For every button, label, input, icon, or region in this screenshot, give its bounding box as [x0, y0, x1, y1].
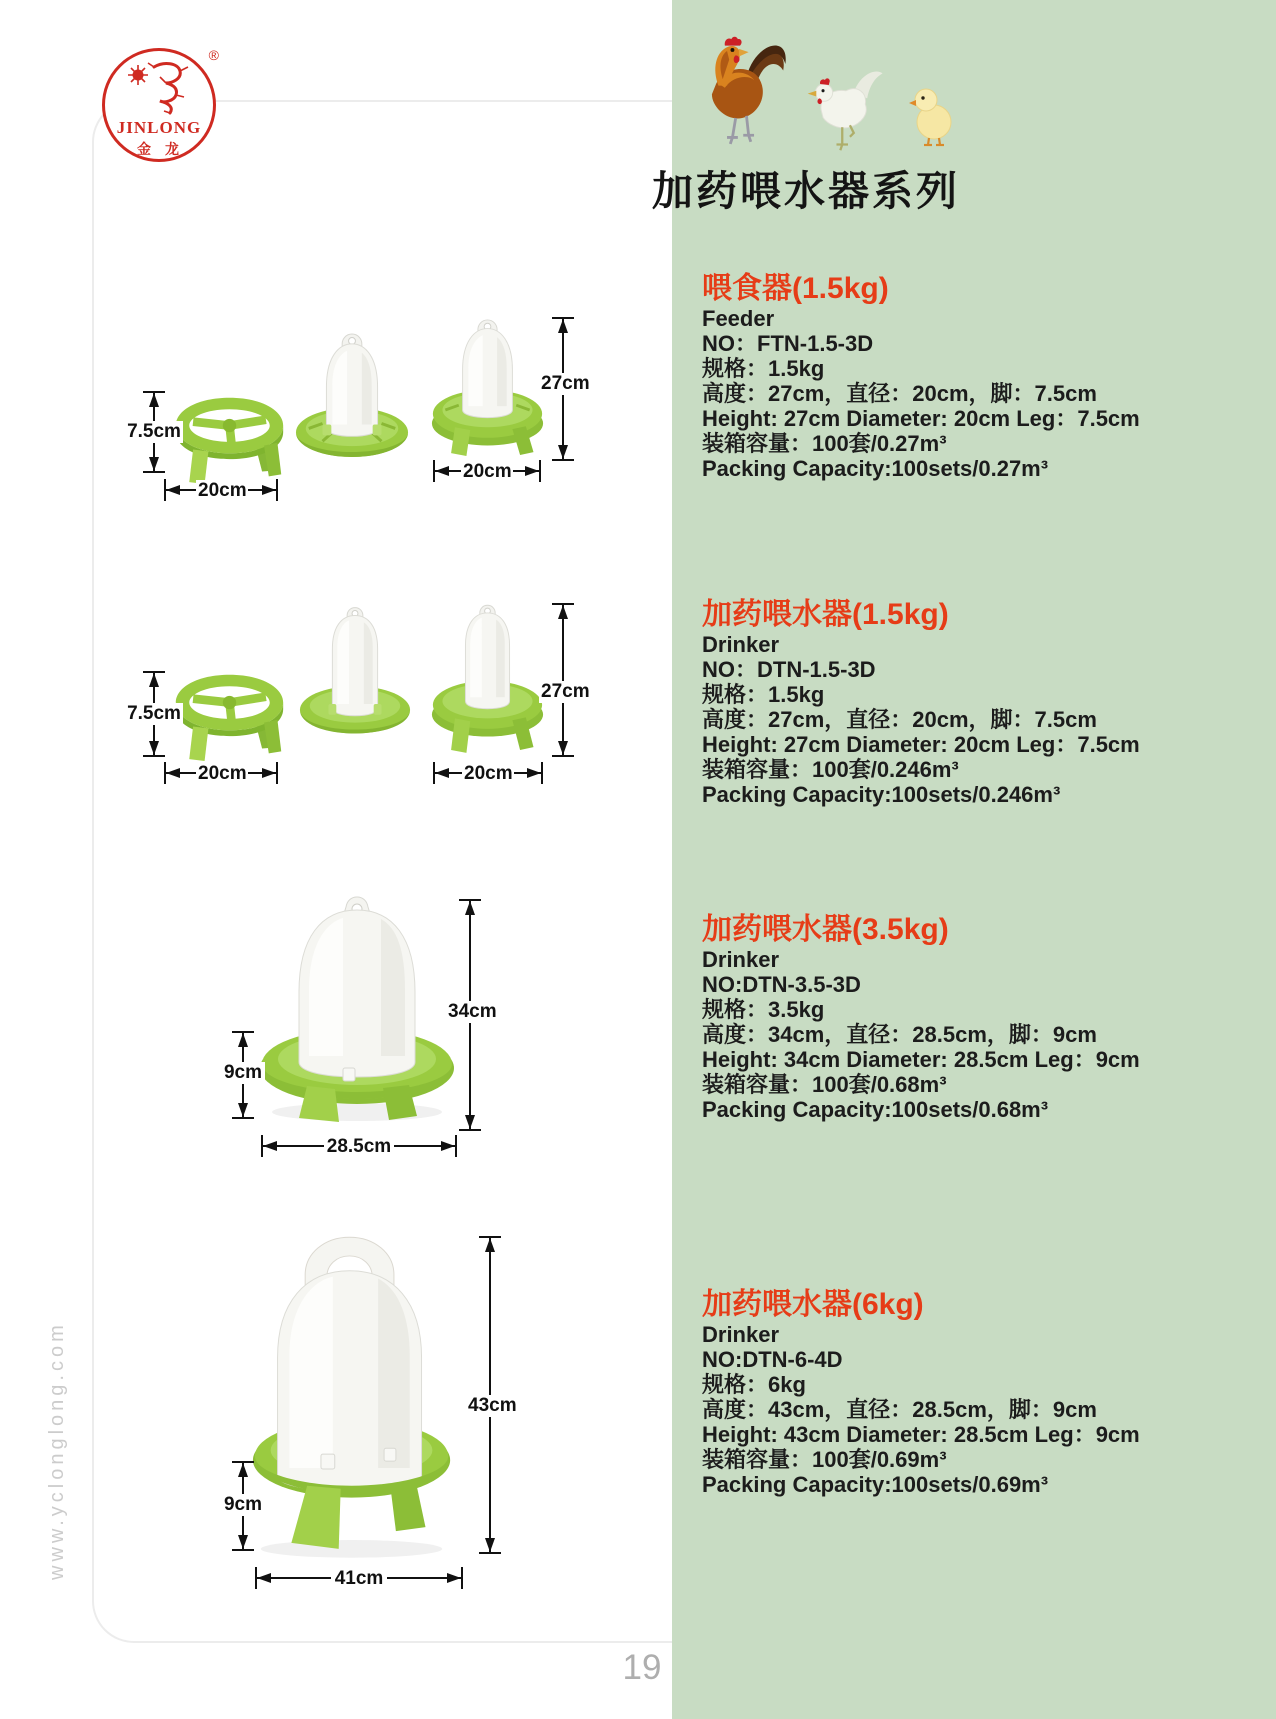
product-packing-cn: 装箱容量：100套/0.68m³: [702, 1072, 947, 1097]
dimension-label: 7.5cm: [125, 703, 183, 725]
dimension-label: 20cm: [464, 763, 513, 784]
product-packing-en: Packing Capacity:100sets/0.69m³: [702, 1472, 1049, 1497]
logo-chinese: 金龙: [137, 141, 193, 157]
dimension-label: 20cm: [198, 763, 247, 784]
product-model: NO:DTN-6-4D: [702, 1347, 843, 1372]
product-packing-en: Packing Capacity:100sets/0.246m³: [702, 782, 1061, 807]
product-dimensions-en: Height: 27cm Diameter: 20cm Leg：7.5cm: [702, 732, 1140, 757]
product-subtitle: Drinker: [702, 1322, 780, 1347]
chick-image: [906, 82, 958, 148]
product-dimensions-cn: 高度：27cm，直径：20cm，脚：7.5cm: [702, 707, 1097, 732]
dimension-label: 20cm: [463, 461, 512, 482]
dimension-label: 9cm: [221, 1494, 265, 1516]
rooster-image: [686, 30, 794, 152]
product-dimensions-en: Height: 43cm Diameter: 28.5cm Leg：9cm: [702, 1422, 1140, 1447]
product-packing-cn: 装箱容量：100套/0.246m³: [702, 757, 959, 782]
product-title: 加药喂水器(3.5kg): [702, 913, 949, 946]
product-packing-cn: 装箱容量：100套/0.69m³: [702, 1447, 947, 1472]
feeder-on-stand-photo: [430, 316, 545, 458]
dimension-line-height: [550, 602, 576, 758]
page-number: 19: [622, 1648, 662, 1687]
dimension-label: 28.5cm: [324, 1136, 394, 1158]
product-title: 加药喂水器(1.5kg): [702, 598, 949, 631]
drinker-stand-base-photo: [172, 667, 287, 763]
drinker-3-5kg-photo: [255, 896, 460, 1124]
product-dimensions-en: Height: 34cm Diameter: 28.5cm Leg：9cm: [702, 1047, 1140, 1072]
feeder-stand-base-photo: [172, 390, 287, 486]
product-section-drinker-1-5kg: [702, 598, 1142, 807]
jinlong-logo: [102, 47, 219, 162]
product-spec: 规格：1.5kg: [702, 682, 825, 707]
drinker-on-stand-photo: [430, 602, 545, 758]
product-model: NO:DTN-3.5-3D: [702, 972, 861, 997]
dragon-icon: [124, 59, 194, 115]
series-title: 加药喂水器系列: [652, 168, 960, 214]
product-section-drinker-3-5kg: [702, 913, 1142, 1122]
product-spec: 规格：6kg: [702, 1372, 806, 1397]
product-packing-cn: 装箱容量：100套/0.27m³: [702, 431, 947, 456]
product-dimensions-cn: 高度：34cm，直径：28.5cm，脚：9cm: [702, 1022, 1097, 1047]
dimension-label: 34cm: [448, 1001, 497, 1022]
product-dimensions-cn: 高度：43cm，直径：28.5cm，脚：9cm: [702, 1397, 1097, 1422]
feeder-photo: [293, 330, 411, 462]
website-url-vertical: www.yclonglong.com: [46, 1321, 68, 1580]
product-title: 喂食器(1.5kg): [702, 272, 889, 305]
product-section-drinker-6kg: [702, 1288, 1142, 1497]
hen-image: [800, 60, 896, 156]
dimension-label: 27cm: [541, 373, 590, 394]
product-packing-en: Packing Capacity:100sets/0.27m³: [702, 456, 1049, 481]
product-spec: 规格：1.5kg: [702, 356, 825, 381]
dimension-label: 27cm: [541, 681, 590, 702]
product-dimensions-en: Height: 27cm Diameter: 20cm Leg：7.5cm: [702, 406, 1140, 431]
dimension-label: 41cm: [331, 1568, 387, 1590]
product-dimensions-cn: 高度：27cm，直径：20cm，脚：7.5cm: [702, 381, 1097, 406]
product-spec: 规格：3.5kg: [702, 997, 825, 1022]
dimension-label: 43cm: [468, 1395, 517, 1416]
product-section-feeder-1-5kg: [702, 272, 1142, 481]
product-subtitle: Feeder: [702, 306, 775, 331]
dimension-label: 20cm: [198, 480, 247, 501]
logo-wordmark: JINLONG: [116, 118, 202, 137]
product-packing-en: Packing Capacity:100sets/0.68m³: [702, 1097, 1049, 1122]
product-subtitle: Drinker: [702, 947, 780, 972]
product-model: NO：FTN-1.5-3D: [702, 331, 874, 356]
chicken-photos: [672, 22, 972, 162]
product-title: 加药喂水器(6kg): [702, 1288, 924, 1321]
dimension-label: 9cm: [221, 1062, 265, 1084]
dimension-label: 7.5cm: [125, 421, 183, 443]
product-model: NO：DTN-1.5-3D: [702, 657, 876, 682]
drinker-photo: [296, 605, 414, 738]
registered-mark: ®: [208, 47, 219, 63]
drinker-6kg-photo: [246, 1230, 461, 1560]
product-subtitle: Drinker: [702, 632, 780, 657]
